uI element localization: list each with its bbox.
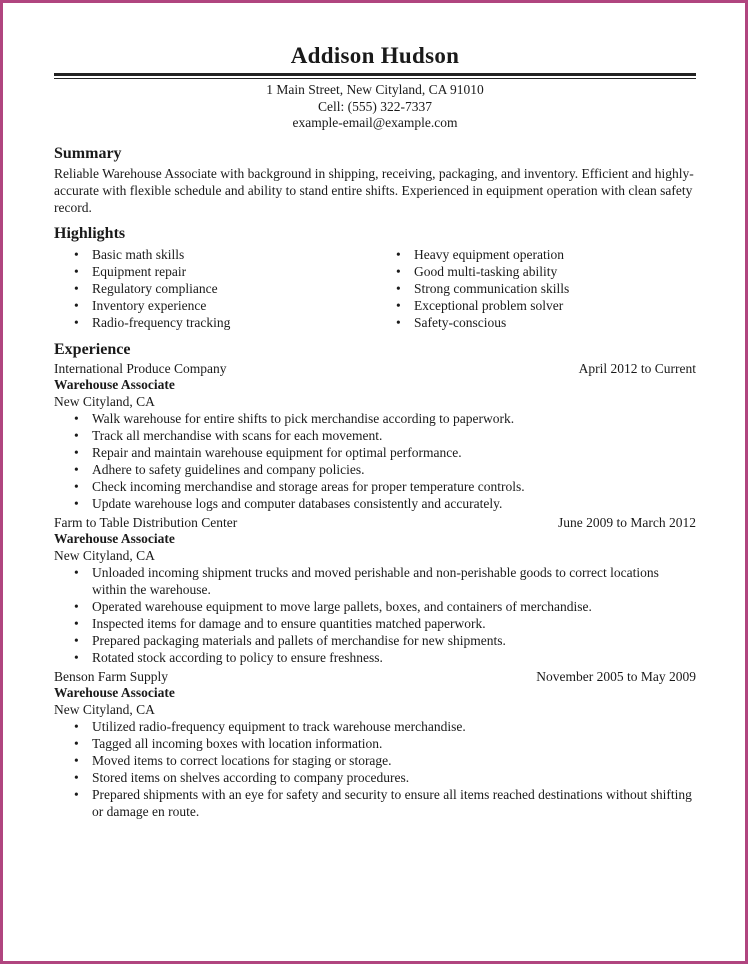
job-entry — [54, 514, 696, 666]
highlight-item: • Strong communication skills — [414, 280, 696, 297]
job-bullet: • Repair and maintain warehouse equipment for optimal performance. — [92, 444, 696, 461]
job-bullet: • Update warehouse logs and computer databases consistently and accurately. — [92, 495, 696, 512]
address-line: 1 Main Street, New Cityland, CA 91010 — [266, 82, 484, 97]
job-bullets — [54, 410, 696, 512]
highlights-right-column — [374, 246, 696, 331]
resume-page — [54, 42, 696, 820]
job-dates: November 2005 to May 2009 — [536, 668, 696, 684]
highlights-left-column — [54, 246, 374, 331]
job-bullet: • Adhere to safety guidelines and company policies. — [92, 461, 696, 478]
highlights-grid — [54, 246, 696, 331]
highlight-item: • Safety-conscious — [414, 314, 696, 331]
highlight-item: • Heavy equipment operation — [414, 246, 696, 263]
job-bullet: • Check incoming merchandise and storage areas for proper temperature controls. — [92, 478, 696, 495]
job-role: Warehouse Associate — [54, 530, 175, 546]
highlights-heading: Highlights — [54, 224, 126, 242]
highlight-item: • Exceptional problem solver — [414, 297, 696, 314]
job-bullet: • Tagged all incoming boxes with location information. — [92, 735, 696, 752]
job-bullet: • Prepared shipments with an eye for safety and security to ensure all items reached destinations without shifting or damage en route. — [92, 786, 696, 820]
highlight-item: • Equipment repair — [92, 263, 374, 280]
email-line: example-email@example.com — [292, 115, 458, 130]
job-bullets — [54, 564, 696, 666]
header-rule-thin — [54, 78, 696, 79]
highlight-item: • Radio-frequency tracking — [92, 314, 374, 331]
job-location: New Cityland, CA — [54, 393, 155, 409]
job-company: International Produce Company — [54, 360, 227, 376]
job-bullet: • Walk warehouse for entire shifts to pick merchandise according to paperwork. — [92, 410, 696, 427]
job-header — [54, 514, 696, 531]
summary-heading: Summary — [54, 144, 122, 162]
header-rule-thick — [54, 73, 696, 76]
highlight-item: • Basic math skills — [92, 246, 374, 263]
job-company: Benson Farm Supply — [54, 668, 169, 684]
job-bullet: • Operated warehouse equipment to move large pallets, boxes, and containers of merchandise. — [92, 598, 696, 615]
job-bullet: • Unloaded incoming shipment trucks and moved perishable and non-perishable goods to correct locations within the warehouse. — [92, 564, 696, 598]
candidate-name: Addison Hudson — [290, 43, 460, 68]
job-company: Farm to Table Distribution Center — [54, 514, 238, 530]
job-bullet: • Moved items to correct locations for staging or storage. — [92, 752, 696, 769]
job-dates: June 2009 to March 2012 — [558, 514, 696, 530]
job-header — [54, 668, 696, 685]
job-role: Warehouse Associate — [54, 684, 175, 700]
job-bullet: • Rotated stock according to policy to ensure freshness. — [92, 649, 696, 666]
job-bullet: • Prepared packaging materials and pallets of merchandise for new shipments. — [92, 632, 696, 649]
job-location: New Cityland, CA — [54, 547, 155, 563]
highlight-item: • Good multi-tasking ability — [414, 263, 696, 280]
job-dates: April 2012 to Current — [578, 360, 696, 376]
contact-block — [54, 82, 696, 132]
job-role: Warehouse Associate — [54, 376, 175, 392]
job-entry — [54, 360, 696, 512]
summary-text: Reliable Warehouse Associate with background in shipping, receiving, packaging, and inventory. Efficient and highly-accurate with flexible schedule and ability to stand entire shifts. Experienced in equipment operation with clean safety record. — [54, 165, 694, 215]
job-location: New Cityland, CA — [54, 701, 155, 717]
job-bullet: • Track all merchandise with scans for each movement. — [92, 427, 696, 444]
highlight-item: • Inventory experience — [92, 297, 374, 314]
phone-line: Cell: (555) 322-7337 — [318, 98, 432, 114]
experience-heading: Experience — [54, 340, 131, 358]
job-header — [54, 360, 696, 377]
job-bullet: • Stored items on shelves according to company procedures. — [92, 769, 696, 786]
job-bullets — [54, 718, 696, 820]
job-bullet: • Inspected items for damage and to ensure quantities matched paperwork. — [92, 615, 696, 632]
job-entry — [54, 668, 696, 820]
highlight-item: • Regulatory compliance — [92, 280, 374, 297]
job-bullet: • Utilized radio-frequency equipment to track warehouse merchandise. — [92, 718, 696, 735]
